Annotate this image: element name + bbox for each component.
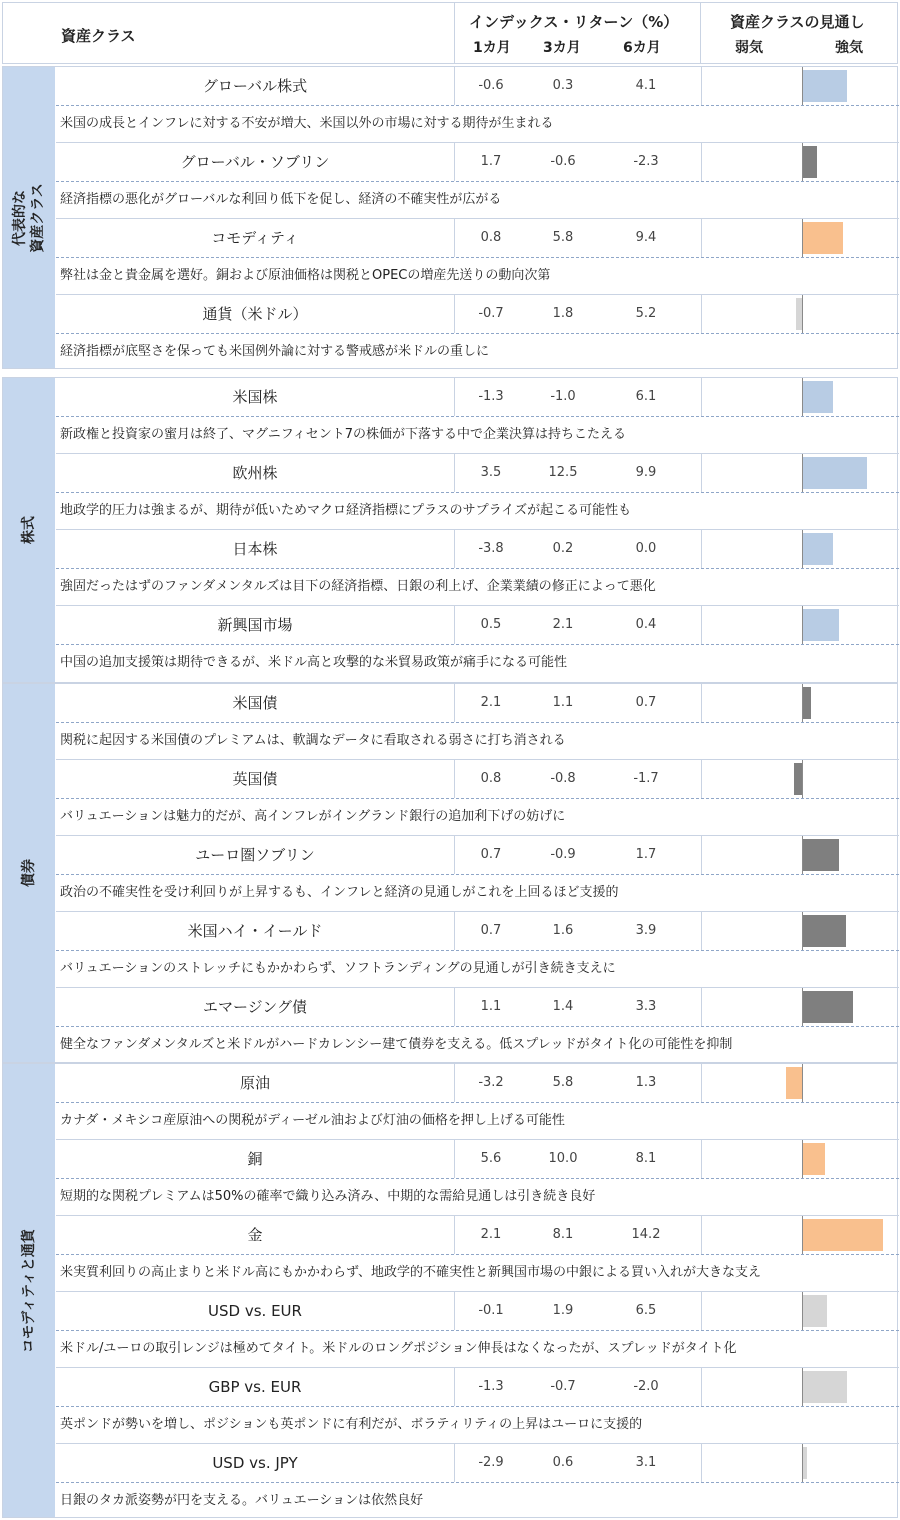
- return-3m: -0.6: [550, 154, 576, 169]
- table-row: [56, 836, 899, 912]
- column-divider: [701, 836, 702, 874]
- outlook-bar: [803, 70, 847, 102]
- return-6m: 9.9: [635, 465, 657, 480]
- return-1m: 0.7: [480, 847, 502, 862]
- asset-comment: 日銀のタカ派姿勢が円を支える。バリュエーションは依然良好: [60, 1493, 424, 1508]
- return-6m: 1.3: [635, 1075, 657, 1090]
- column-divider: [701, 1292, 702, 1330]
- header-1m: 1カ月: [473, 40, 511, 56]
- asset-name: GBP vs. EUR: [56, 1368, 455, 1406]
- column-divider: [701, 295, 702, 333]
- column-divider: [701, 143, 702, 181]
- return-1m: -3.8: [478, 541, 504, 556]
- return-3m: -0.9: [550, 847, 576, 862]
- outlook-bar: [803, 222, 843, 254]
- outlook-zero-line: [802, 606, 803, 644]
- return-3m: 5.8: [552, 1075, 574, 1090]
- outlook-zero-line: [802, 1368, 803, 1406]
- table-row: [56, 1292, 899, 1368]
- asset-comment: 英ポンドが勢いを増し、ポジションも英ポンドに有利だが、ボラティリティの上昇はユーロに支援的: [60, 1417, 643, 1432]
- return-1m: -0.1: [478, 1303, 504, 1318]
- section-label: [3, 378, 55, 682]
- outlook-bar: [803, 839, 839, 871]
- row-divider: [56, 105, 899, 106]
- row-divider: [56, 644, 899, 645]
- row-divider: [56, 492, 899, 493]
- outlook-zero-line: [802, 143, 803, 181]
- return-3m: 1.4: [552, 999, 574, 1014]
- return-3m: 5.8: [552, 230, 574, 245]
- outlook-bar: [803, 146, 817, 178]
- outlook-bar: [803, 609, 839, 641]
- header-asset-class: 資産クラス: [61, 27, 136, 45]
- return-6m: -2.0: [633, 1379, 659, 1394]
- return-3m: 2.1: [552, 617, 574, 632]
- return-3m: 10.0: [548, 1151, 578, 1166]
- header-index-return: インデックス・リターン（%）: [469, 13, 679, 31]
- return-6m: -2.3: [633, 154, 659, 169]
- asset-comment: 強固だったはずのファンダメンタルズは目下の経済指標、日銀の利上げ、企業業績の修正によって悪化: [60, 579, 656, 594]
- row-divider: [56, 874, 899, 875]
- return-6m: 14.2: [631, 1227, 661, 1242]
- table-row: [56, 1444, 899, 1520]
- asset-name: 日本株: [56, 530, 455, 568]
- outlook-bar: [803, 1447, 807, 1479]
- column-divider: [701, 1216, 702, 1254]
- return-3m: 8.1: [552, 1227, 574, 1242]
- asset-comment: 米国の成長とインフレに対する不安が増大、米国以外の市場に対する期待が生まれる: [60, 116, 554, 131]
- return-6m: 0.7: [635, 695, 657, 710]
- table-row: [56, 295, 899, 371]
- return-3m: 1.6: [552, 923, 574, 938]
- asset-name: 米国株: [56, 378, 455, 416]
- table-row: [56, 606, 899, 682]
- return-6m: 4.1: [635, 78, 657, 93]
- outlook-bar: [803, 533, 833, 565]
- outlook-zero-line: [802, 1064, 803, 1102]
- asset-comment: 健全なファンダメンタルズと米ドルがハードカレンシー建て債券を支える。低スプレッドがタイト化の可能性を抑制: [60, 1037, 733, 1052]
- return-1m: -1.3: [478, 389, 504, 404]
- asset-name: 銅: [56, 1140, 455, 1178]
- section-label-text: 株式: [21, 516, 37, 544]
- asset-name: 新興国市場: [56, 606, 455, 644]
- outlook-zero-line: [802, 988, 803, 1026]
- asset-comment: 経済指標が底堅さを保っても米国例外論に対する警戒感が米ドルの重しに: [60, 344, 490, 359]
- asset-name: 米国ハイ・イールド: [56, 912, 455, 950]
- return-3m: 0.2: [552, 541, 574, 556]
- outlook-zero-line: [802, 454, 803, 492]
- return-3m: -1.0: [550, 389, 576, 404]
- table-row: [56, 1216, 899, 1292]
- outlook-bar: [803, 1219, 883, 1251]
- row-divider: [56, 1330, 899, 1331]
- column-divider: [701, 219, 702, 257]
- outlook-zero-line: [802, 1140, 803, 1178]
- row-divider: [56, 1026, 899, 1027]
- section-label: [3, 1064, 55, 1517]
- column-divider: [701, 1444, 702, 1482]
- table-row: [56, 378, 899, 454]
- section-label-text: 代表的な 資産クラス: [12, 182, 46, 253]
- return-1m: 1.1: [480, 999, 502, 1014]
- return-3m: 0.6: [552, 1455, 574, 1470]
- asset-comment: 地政学的圧力は強まるが、期待が低いためマクロ経済指標にプラスのサプライズが起こる可能性も: [60, 503, 632, 518]
- column-divider: [701, 530, 702, 568]
- outlook-zero-line: [802, 912, 803, 950]
- column-divider: [701, 912, 702, 950]
- return-1m: -3.2: [478, 1075, 504, 1090]
- row-divider: [56, 1102, 899, 1103]
- asset-comment: 経済指標の悪化がグローバルな利回り低下を促し、経済の不確実性が広がる: [60, 192, 502, 207]
- asset-name: エマージング債: [56, 988, 455, 1026]
- row-divider: [56, 722, 899, 723]
- table-row: [56, 684, 899, 760]
- table-row: [56, 454, 899, 530]
- header-3m: 3カ月: [543, 40, 581, 56]
- return-1m: 0.7: [480, 923, 502, 938]
- table-row: [56, 530, 899, 606]
- return-1m: -1.3: [478, 1379, 504, 1394]
- return-3m: -0.8: [550, 771, 576, 786]
- table-row: [56, 760, 899, 836]
- return-3m: 1.1: [552, 695, 574, 710]
- table-row: [56, 1368, 899, 1444]
- return-3m: 1.8: [552, 306, 574, 321]
- header-outlook: 資産クラスの見通し: [730, 13, 865, 31]
- table-row: [56, 1064, 899, 1140]
- outlook-zero-line: [802, 1444, 803, 1482]
- return-6m: 0.4: [635, 617, 657, 632]
- column-divider: [701, 606, 702, 644]
- asset-comment: 弊社は金と貴金属を選好。銅および原油価格は関税とOPECの増産先送りの動向次第: [60, 268, 551, 283]
- return-6m: 0.0: [635, 541, 657, 556]
- column-divider: [701, 378, 702, 416]
- return-6m: 3.9: [635, 923, 657, 938]
- asset-comment: 短期的な関税プレミアムは50%の確率で織り込み済み、中期的な需給見通しは引き続き良好: [60, 1189, 596, 1204]
- column-divider: [701, 1064, 702, 1102]
- table-header: [2, 2, 898, 64]
- return-1m: -0.7: [478, 306, 504, 321]
- section-0: [2, 66, 898, 369]
- table-row: [56, 67, 899, 143]
- row-divider: [56, 181, 899, 182]
- header-bearish: 弱気: [735, 40, 763, 56]
- asset-name: USD vs. JPY: [56, 1444, 455, 1482]
- outlook-zero-line: [802, 67, 803, 105]
- asset-comment: 米実質利回りの高止まりと米ドル高にもかかわらず、地政学的不確実性と新興国市場の中銀による買い入れが大きな支え: [60, 1265, 761, 1280]
- asset-name: 原油: [56, 1064, 455, 1102]
- return-3m: 12.5: [548, 465, 578, 480]
- return-1m: 1.7: [480, 154, 502, 169]
- asset-name: グローバル株式: [56, 67, 455, 105]
- return-6m: 9.4: [635, 230, 657, 245]
- row-divider: [56, 950, 899, 951]
- header-divider: [454, 3, 455, 63]
- return-6m: 6.1: [635, 389, 657, 404]
- return-1m: 2.1: [480, 1227, 502, 1242]
- outlook-zero-line: [802, 684, 803, 722]
- column-divider: [701, 988, 702, 1026]
- asset-name: 通貨（米ドル）: [56, 295, 455, 333]
- outlook-bar: [803, 687, 811, 719]
- outlook-bar: [803, 1295, 827, 1327]
- section-label-text: コモディティと通貨: [21, 1228, 37, 1353]
- outlook-bar: [786, 1067, 802, 1099]
- row-divider: [56, 568, 899, 569]
- return-1m: 0.8: [480, 771, 502, 786]
- outlook-bar: [794, 763, 802, 795]
- asset-name: 欧州株: [56, 454, 455, 492]
- asset-name: ユーロ圏ソブリン: [56, 836, 455, 874]
- return-6m: 8.1: [635, 1151, 657, 1166]
- column-divider: [701, 67, 702, 105]
- outlook-bar: [803, 1143, 825, 1175]
- row-divider: [56, 1254, 899, 1255]
- return-1m: -2.9: [478, 1455, 504, 1470]
- column-divider: [701, 454, 702, 492]
- asset-comment: 政治の不確実性を受け利回りが上昇するも、インフレと経済の見通しがこれを上回るほど支援的: [60, 885, 619, 900]
- return-3m: 0.3: [552, 78, 574, 93]
- return-1m: 5.6: [480, 1151, 502, 1166]
- return-6m: 3.3: [635, 999, 657, 1014]
- table-row: [56, 988, 899, 1064]
- row-divider: [56, 798, 899, 799]
- asset-name: USD vs. EUR: [56, 1292, 455, 1330]
- section-label-text: 債券: [21, 859, 37, 887]
- row-divider: [56, 333, 899, 334]
- section-1: [2, 377, 898, 683]
- header-6m: 6カ月: [623, 40, 661, 56]
- return-3m: 1.9: [552, 1303, 574, 1318]
- outlook-zero-line: [802, 1292, 803, 1330]
- return-3m: -0.7: [550, 1379, 576, 1394]
- table-row: [56, 1140, 899, 1216]
- asset-name: 金: [56, 1216, 455, 1254]
- outlook-zero-line: [802, 295, 803, 333]
- outlook-zero-line: [802, 378, 803, 416]
- return-1m: 2.1: [480, 695, 502, 710]
- outlook-bar: [803, 1371, 847, 1403]
- asset-name: グローバル・ソブリン: [56, 143, 455, 181]
- outlook-zero-line: [802, 760, 803, 798]
- row-divider: [56, 1482, 899, 1483]
- section-label: [3, 684, 55, 1062]
- column-divider: [701, 1140, 702, 1178]
- outlook-bar: [803, 915, 846, 947]
- header-divider: [700, 3, 701, 63]
- outlook-zero-line: [802, 1216, 803, 1254]
- column-divider: [701, 760, 702, 798]
- return-1m: 3.5: [480, 465, 502, 480]
- section-3: [2, 1063, 898, 1518]
- asset-comment: 関税に起因する米国債のプレミアムは、軟調なデータに看取される弱さに打ち消される: [60, 733, 566, 748]
- return-6m: -1.7: [633, 771, 659, 786]
- table-row: [56, 143, 899, 219]
- outlook-zero-line: [802, 836, 803, 874]
- outlook-bar: [803, 991, 853, 1023]
- table-row: [56, 912, 899, 988]
- return-1m: 0.5: [480, 617, 502, 632]
- asset-comment: 中国の追加支援策は期待できるが、米ドル高と攻撃的な米貿易政策が痛手になる可能性: [60, 655, 568, 670]
- return-6m: 6.5: [635, 1303, 657, 1318]
- return-6m: 5.2: [635, 306, 657, 321]
- outlook-bar: [803, 457, 867, 489]
- asset-name: 英国債: [56, 760, 455, 798]
- outlook-zero-line: [802, 530, 803, 568]
- table-row: [56, 219, 899, 295]
- asset-comment: カナダ・メキシコ産原油への関税がディーゼル油および灯油の価格を押し上げる可能性: [60, 1113, 565, 1128]
- header-bullish: 強気: [835, 40, 863, 56]
- row-divider: [56, 257, 899, 258]
- asset-comment: 新政権と投資家の蜜月は終了、マグニフィセント7の株価が下落する中で企業決算は持ちこたえる: [60, 427, 626, 442]
- column-divider: [701, 684, 702, 722]
- asset-comment: バリュエーションは魅力的だが、高インフレがイングランド銀行の追加利下げの妨げに: [60, 809, 566, 824]
- row-divider: [56, 1178, 899, 1179]
- outlook-zero-line: [802, 219, 803, 257]
- asset-name: コモディティ: [56, 219, 455, 257]
- row-divider: [56, 416, 899, 417]
- return-6m: 1.7: [635, 847, 657, 862]
- row-divider: [56, 1406, 899, 1407]
- outlook-bar: [803, 381, 833, 413]
- return-1m: 0.8: [480, 230, 502, 245]
- return-1m: -0.6: [478, 78, 504, 93]
- section-2: [2, 683, 898, 1063]
- section-label: [3, 67, 55, 368]
- asset-name: 米国債: [56, 684, 455, 722]
- asset-comment: バリュエーションのストレッチにもかかわらず、ソフトランディングの見通しが引き続き支えに: [60, 961, 616, 976]
- return-6m: 3.1: [635, 1455, 657, 1470]
- asset-comment: 米ドル/ユーロの取引レンジは極めてタイト。米ドルのロングポジション伸長はなくなったが、スプレッドがタイト化: [60, 1341, 737, 1356]
- column-divider: [701, 1368, 702, 1406]
